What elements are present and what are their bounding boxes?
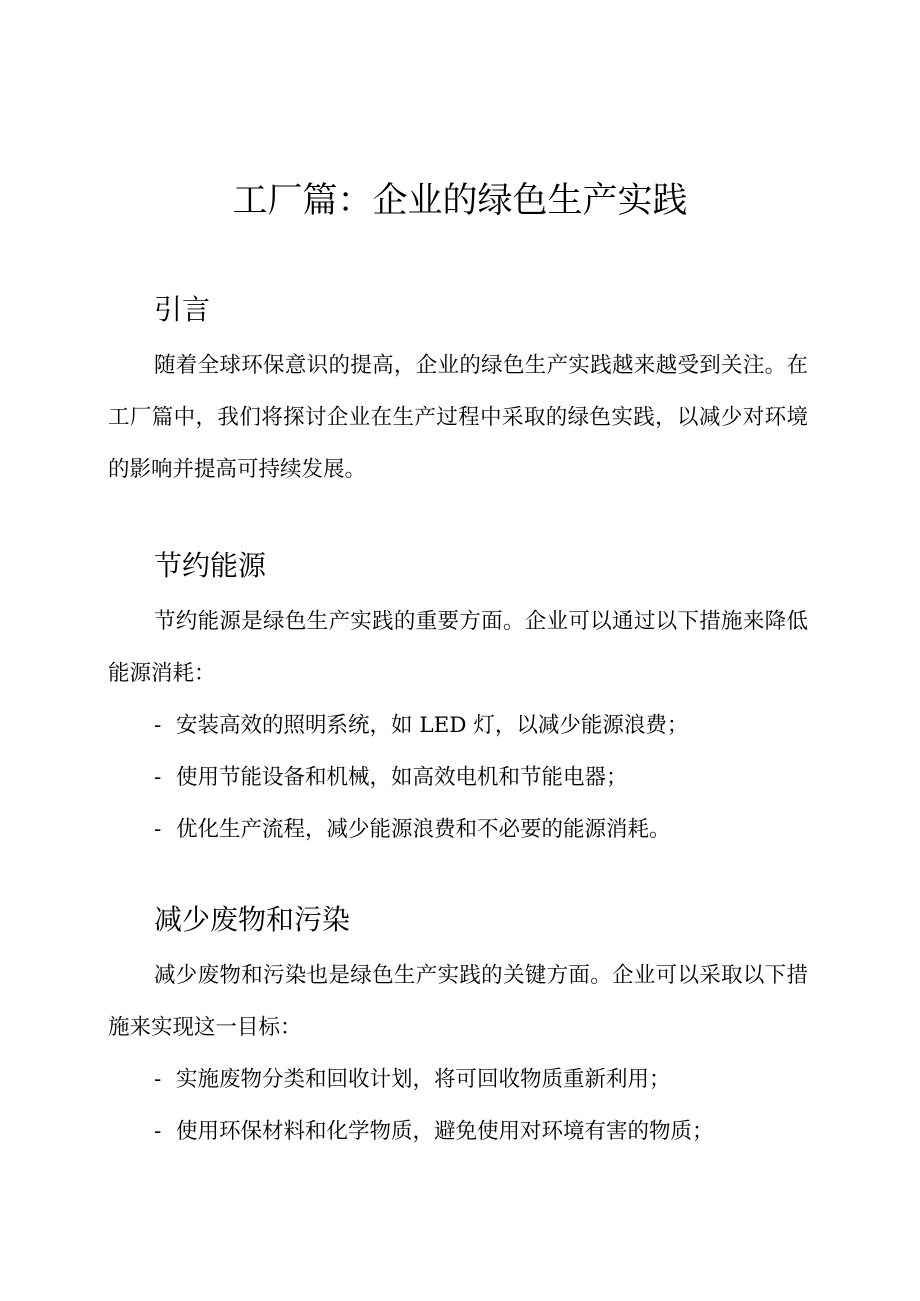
bullet-dash: - — [154, 1119, 162, 1144]
bullet-dash: - — [154, 713, 162, 738]
bullet-list — [108, 700, 808, 856]
bullet-item — [108, 1106, 808, 1158]
section-paragraph: 减少废物和污染也是绿色生产实践的关键方面。企业可以采取以下措施来实现这一目标： — [108, 963, 808, 1040]
section-introduction — [108, 290, 808, 496]
bullet-item — [108, 752, 808, 804]
section-heading: 节约能源 — [154, 549, 267, 582]
section-paragraph: 随着全球环保意识的提高，企业的绿色生产实践越来越受到关注。在工厂篇中，我们将探讨企业在生产过程中采取的绿色实践，以减少对环境的影响并提高可持续发展。 — [108, 353, 808, 482]
bullet-text: 安装高效的照明系统，如 LED 灯，以减少能源浪费； — [176, 713, 689, 738]
bullet-text: 使用节能设备和机械，如高效电机和节能电器； — [176, 765, 628, 790]
section-save-energy — [108, 546, 808, 856]
section-heading: 引言 — [154, 293, 211, 326]
section-reduce-waste — [108, 900, 808, 1158]
bullet-dash: - — [154, 817, 162, 842]
bullet-dash: - — [154, 765, 162, 790]
section-heading: 减少废物和污染 — [154, 903, 351, 936]
document-title: 工厂篇：企业的绿色生产实践 — [232, 181, 688, 221]
bullet-dash: - — [154, 1067, 162, 1092]
section-paragraph: 节约能源是绿色生产实践的重要方面。企业可以通过以下措施来降低能源消耗： — [108, 609, 808, 686]
bullet-text: 实施废物分类和回收计划，将可回收物质重新利用； — [176, 1067, 671, 1092]
bullet-item — [108, 700, 808, 752]
bullet-item — [108, 1054, 808, 1106]
bullet-text: 使用环保材料和化学物质，避免使用对环境有害的物质； — [176, 1119, 714, 1144]
bullet-item — [108, 804, 808, 856]
bullet-list — [108, 1054, 808, 1158]
bullet-text: 优化生产流程，减少能源浪费和不必要的能源消耗。 — [176, 817, 671, 842]
